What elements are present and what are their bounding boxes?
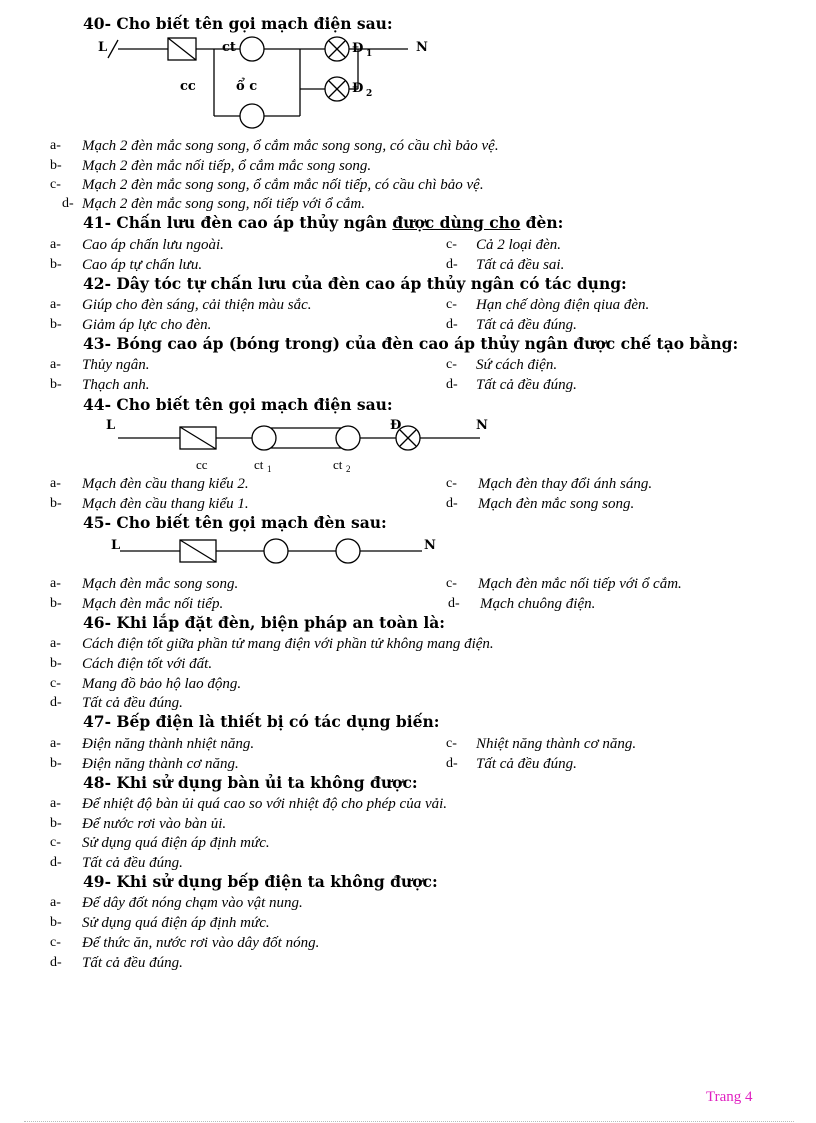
label-d: Đ	[390, 418, 402, 433]
option-text: Thủy ngân.	[82, 357, 150, 373]
option-letter: a-	[50, 636, 61, 651]
option-text: Tất cả đều đúng.	[476, 317, 577, 333]
option-letter: c-	[446, 237, 457, 252]
label-d2: Đ	[352, 81, 364, 96]
option-text: Mạch 2 đèn mắc song song, ổ cắm mắc song song, có cầu chì bảo vệ.	[82, 138, 499, 154]
option-text: Cách điện tốt với đất.	[82, 656, 213, 672]
label-ct2-sub: 2	[346, 464, 351, 474]
option-text: Tất cả đều đúng.	[82, 855, 183, 871]
option-letter: d-	[446, 756, 458, 771]
option-text: Để dây đốt nóng chạm vào vật nung.	[82, 895, 303, 911]
option-text: Tất cả đều đúng.	[82, 955, 183, 971]
label-d1: Đ	[352, 41, 364, 56]
option-letter: a-	[50, 357, 61, 372]
label-ct1: ct	[254, 457, 264, 472]
option-letter: b-	[50, 596, 62, 611]
label-L: L	[111, 538, 121, 553]
option-text: Mang đồ bảo hộ lao động.	[82, 676, 242, 692]
option-letter: c-	[446, 297, 457, 312]
question-40: 40- Cho biết tên gọi mạch điện sau:	[83, 14, 393, 33]
option-text: Mạch đèn mắc song song.	[82, 576, 239, 592]
footer-divider	[24, 1121, 794, 1122]
option-text: Tất cả đều đúng.	[476, 377, 577, 393]
option-letter: c-	[446, 576, 457, 591]
question-44: 44- Cho biết tên gọi mạch điện sau:	[83, 395, 393, 414]
option-text: Thạch anh.	[82, 377, 150, 393]
label-d1-sub: 1	[366, 49, 373, 59]
option-text: Cả 2 loại đèn.	[476, 237, 561, 253]
option-text: Giảm áp lực cho đèn.	[82, 317, 212, 333]
option-letter: a-	[50, 237, 61, 252]
label-ct1-sub: 1	[267, 464, 272, 474]
option-text: Cao áp chấn lưu ngoài.	[82, 237, 224, 253]
option-text: Mạch chuông điện.	[480, 596, 596, 612]
option-text: Mạch đèn mắc nối tiếp.	[82, 596, 224, 612]
question-48: 48- Khi sử dụng bàn ủi ta không được:	[83, 773, 418, 792]
option-text: Nhiệt năng thành cơ năng.	[476, 736, 637, 752]
option-text: Tất cả đều đúng.	[476, 756, 577, 772]
label-L: L	[106, 418, 116, 433]
question-49: 49- Khi sử dụng bếp điện ta không được:	[83, 872, 438, 891]
label-d2-sub: 2	[366, 89, 373, 99]
option-letter: c-	[446, 476, 457, 491]
label-L: L	[98, 40, 108, 55]
option-letter: d-	[446, 257, 458, 272]
option-text: Hạn chế dòng điện qiua đèn.	[476, 297, 650, 313]
page-number: Trang 4	[706, 1089, 753, 1105]
option-letter: a-	[50, 476, 61, 491]
option-text: Để thức ăn, nước rơi vào dây đốt nóng.	[82, 935, 320, 951]
option-letter: b-	[50, 158, 62, 173]
option-text: Cao áp tự chấn lưu.	[82, 257, 203, 273]
option-letter: c-	[50, 177, 61, 192]
option-letter: c-	[50, 676, 61, 691]
option-letter: b-	[50, 496, 62, 511]
option-letter: d-	[62, 196, 74, 211]
option-letter: a-	[50, 796, 61, 811]
option-text: Điện năng thành nhiệt năng.	[82, 736, 255, 752]
option-letter: c-	[446, 736, 457, 751]
option-letter: a-	[50, 297, 61, 312]
option-letter: d-	[448, 596, 460, 611]
label-cc: cc	[180, 79, 196, 94]
option-text: Mạch đèn mắc song song.	[478, 496, 635, 512]
label-N: N	[476, 418, 488, 433]
option-text: Giúp cho đèn sáng, cải thiện màu sắc.	[82, 297, 312, 313]
option-letter: b-	[50, 756, 62, 771]
option-letter: b-	[50, 816, 62, 831]
option-text: Mạch đèn cầu thang kiểu 1.	[82, 496, 249, 512]
option-letter: b-	[50, 377, 62, 392]
question-42: 42- Dây tóc tự chấn lưu của đèn cao áp thủy ngân có tác dụng:	[83, 274, 627, 293]
option-letter: d-	[50, 855, 62, 870]
option-text: Để nước rơi vào bàn ủi.	[82, 816, 227, 832]
question-47: 47- Bếp điện là thiết bị có tác dụng biến:	[83, 712, 440, 731]
option-letter: c-	[50, 835, 61, 850]
option-letter: d-	[446, 317, 458, 332]
label-o-cam: ổ c	[236, 79, 258, 94]
option-text: Mạch đèn thay đổi ánh sáng.	[478, 476, 653, 492]
option-letter: d-	[446, 377, 458, 392]
option-text: Sử dụng quá điện áp định mức.	[82, 915, 270, 931]
option-letter: b-	[50, 656, 62, 671]
option-letter: d-	[50, 695, 62, 710]
option-text: Mạch đèn mắc nối tiếp với ổ cắm.	[478, 576, 682, 592]
option-text: Tất cả đều sai.	[476, 257, 565, 273]
option-text: Cách điện tốt giữa phần tử mang điện với phần tử không mang điện.	[82, 636, 494, 652]
option-letter: a-	[50, 895, 61, 910]
label-cc: cc	[196, 457, 208, 472]
option-letter: c-	[446, 357, 457, 372]
option-text: Mạch đèn cầu thang kiểu 2.	[82, 476, 249, 492]
option-letter: b-	[50, 317, 62, 332]
option-letter: a-	[50, 736, 61, 751]
option-letter: c-	[50, 935, 61, 950]
option-letter: d-	[50, 955, 62, 970]
option-text: Sứ cách điện.	[476, 357, 558, 373]
label-N: N	[416, 40, 428, 55]
label-N: N	[424, 538, 436, 553]
question-46: 46- Khi lắp đặt đèn, biện pháp an toàn là:	[83, 613, 446, 632]
option-text: Mạch 2 đèn mắc song song, ổ cắm mắc nối tiếp, có cầu chì bảo vệ.	[82, 177, 484, 193]
question-43: 43- Bóng cao áp (bóng trong) của đèn cao áp thủy ngân được chế tạo bằng:	[83, 334, 739, 353]
option-letter: a-	[50, 576, 61, 591]
label-ct: ct	[222, 40, 236, 55]
question-45: 45- Cho biết tên gọi mạch đèn sau:	[83, 513, 387, 532]
option-text: Để nhiệt độ bàn ủi quá cao so với nhiệt độ cho phép của vải.	[82, 796, 448, 812]
question-41: 41- Chấn lưu đèn cao áp thủy ngân được dùng cho đèn:	[83, 213, 564, 232]
option-text: Điện năng thành cơ năng.	[82, 756, 239, 772]
option-text: Mạch 2 đèn mắc nối tiếp, ổ cắm mắc song song.	[82, 158, 372, 174]
option-text: Sử dụng quá điện áp định mức.	[82, 835, 270, 851]
option-text: Mạch 2 đèn mắc song song, nối tiếp với ổ cắm.	[82, 196, 365, 212]
option-text: Tất cả đều đúng.	[82, 695, 183, 711]
option-letter: a-	[50, 138, 61, 153]
option-letter: b-	[50, 257, 62, 272]
option-letter: b-	[50, 915, 62, 930]
option-letter: d-	[446, 496, 458, 511]
label-ct2: ct	[333, 457, 343, 472]
